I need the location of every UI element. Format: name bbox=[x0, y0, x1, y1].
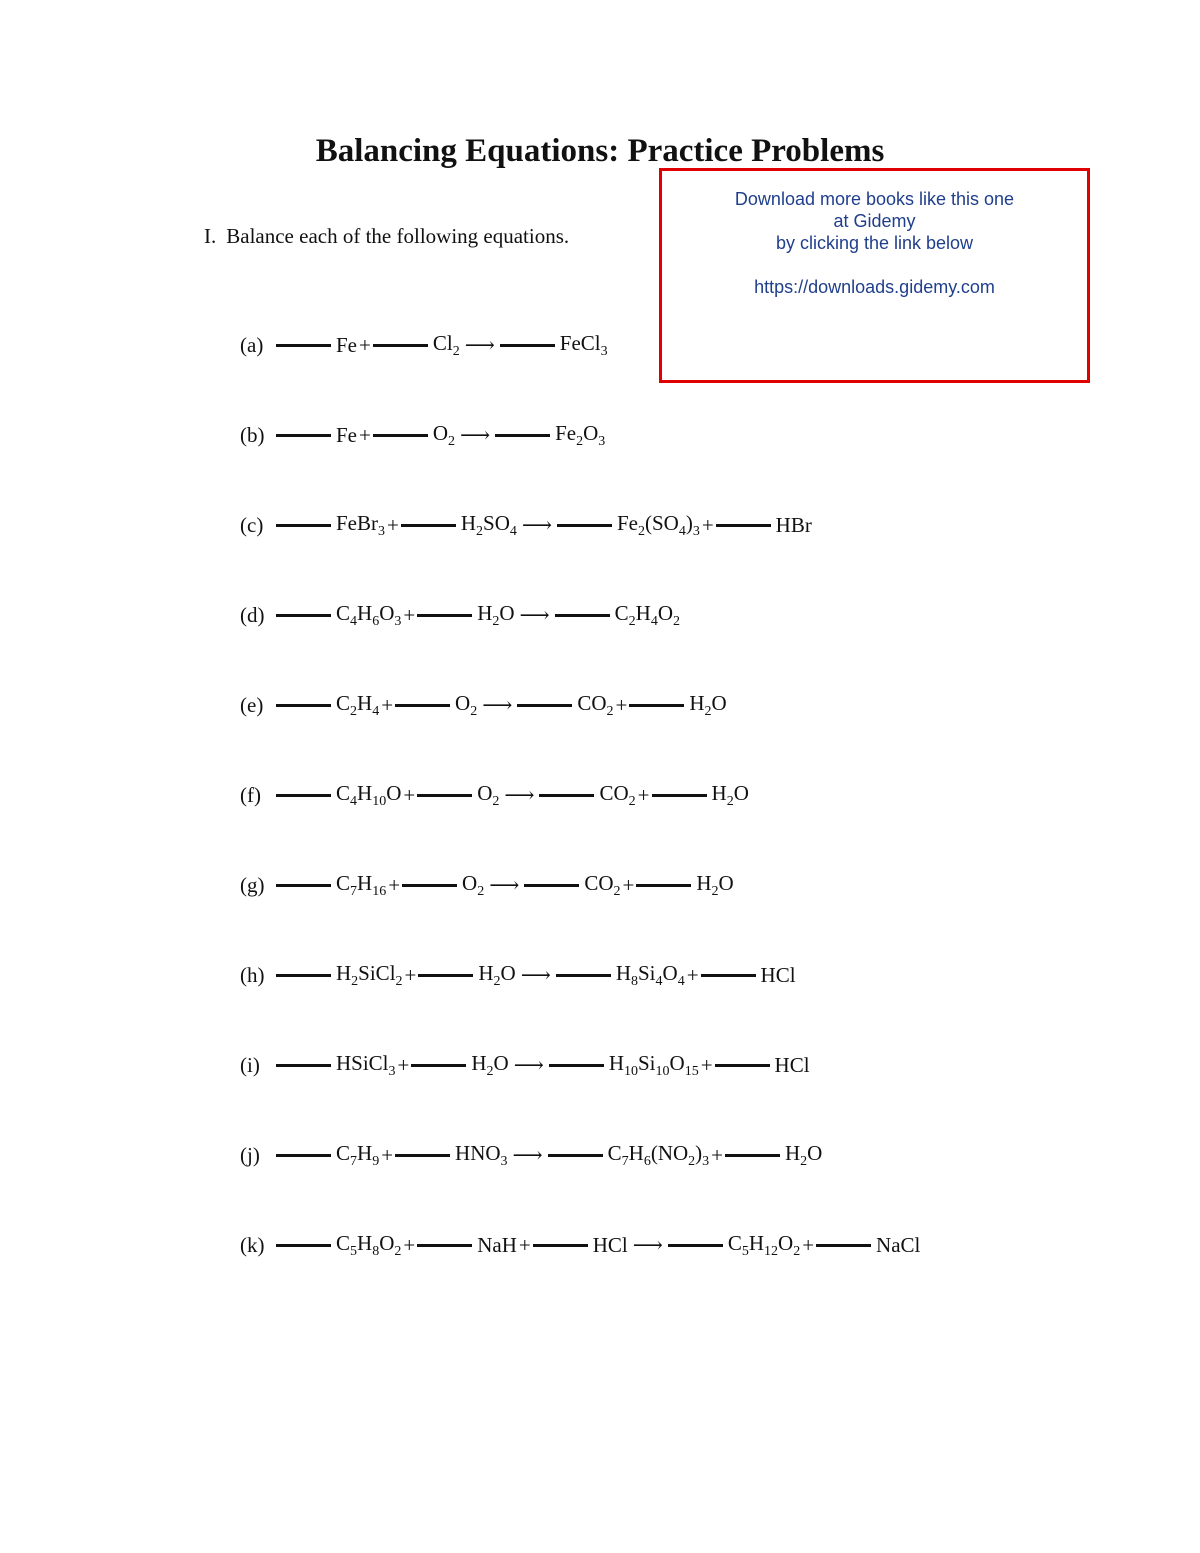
formula-subscript: 6 bbox=[372, 613, 380, 629]
coefficient-blank[interactable] bbox=[533, 1244, 588, 1247]
formula-text: NaCl bbox=[876, 1232, 921, 1257]
coefficient-blank[interactable] bbox=[548, 1154, 603, 1157]
reaction-arrow: ⟶ bbox=[460, 422, 491, 447]
problem-label: (h) bbox=[240, 962, 265, 987]
formula-subscript: 2 bbox=[704, 703, 712, 719]
formula-text: HCl bbox=[774, 1052, 810, 1077]
formula-subscript: 10 bbox=[655, 1063, 670, 1079]
formula-text: HNO bbox=[455, 1140, 501, 1165]
instruction-number: I. bbox=[204, 224, 217, 248]
formula-text: SO bbox=[483, 510, 510, 535]
chemical-formula bbox=[761, 963, 796, 988]
problem-label: (d) bbox=[240, 602, 265, 627]
formula-text: H bbox=[696, 870, 712, 895]
formula-text: ) bbox=[695, 1140, 703, 1165]
chemical-formula bbox=[608, 1141, 710, 1170]
formula-subscript: 2 bbox=[628, 793, 636, 809]
coefficient-blank[interactable] bbox=[395, 1154, 450, 1157]
coefficient-blank[interactable] bbox=[549, 1064, 604, 1067]
formula-subscript: 4 bbox=[509, 523, 517, 539]
reaction-arrow: ⟶ bbox=[504, 782, 535, 807]
chemical-formula bbox=[560, 331, 608, 360]
chemical-formula bbox=[616, 961, 685, 990]
formula-subscript: 16 bbox=[372, 883, 387, 899]
coefficient-blank[interactable] bbox=[668, 1244, 723, 1247]
formula-text: O bbox=[493, 1050, 509, 1075]
formula-text: O bbox=[669, 1050, 685, 1075]
formula-text: (NO bbox=[650, 1140, 689, 1165]
chemical-formula bbox=[336, 333, 357, 358]
formula-text: H bbox=[628, 1140, 644, 1165]
instruction bbox=[204, 224, 569, 249]
coefficient-blank[interactable] bbox=[276, 1244, 331, 1247]
chemical-formula bbox=[584, 871, 620, 900]
problem-row bbox=[240, 775, 749, 815]
chemical-formula bbox=[433, 421, 455, 450]
formula-subscript: 12 bbox=[764, 1243, 779, 1259]
formula-text: HCl bbox=[592, 1232, 628, 1257]
coefficient-blank[interactable] bbox=[276, 614, 331, 617]
coefficient-blank[interactable] bbox=[276, 1064, 331, 1067]
formula-subscript: 2 bbox=[452, 343, 460, 359]
chemical-formula bbox=[689, 691, 726, 720]
coefficient-blank[interactable] bbox=[402, 884, 457, 887]
formula-text: C bbox=[336, 870, 351, 895]
formula-text: O bbox=[733, 780, 749, 805]
formula-text: CO bbox=[577, 690, 607, 715]
formula-text: O bbox=[807, 1140, 823, 1165]
formula-subscript: 7 bbox=[621, 1153, 629, 1169]
coefficient-blank[interactable] bbox=[524, 884, 579, 887]
coefficient-blank[interactable] bbox=[276, 524, 331, 527]
formula-subscript: 2 bbox=[711, 883, 719, 899]
formula-text: Cl bbox=[432, 330, 453, 355]
problem-label: (b) bbox=[240, 422, 265, 447]
reaction-arrow: ⟶ bbox=[521, 512, 552, 537]
formula-subscript: 4 bbox=[350, 793, 358, 809]
plus-sign: + bbox=[622, 872, 635, 897]
chemical-formula bbox=[593, 1233, 628, 1258]
formula-text: C bbox=[336, 780, 351, 805]
formula-text: H bbox=[711, 780, 727, 805]
formula-text: O bbox=[662, 960, 678, 985]
formula-text: C bbox=[336, 1230, 351, 1255]
coefficient-blank[interactable] bbox=[395, 704, 450, 707]
formula-subscript: 2 bbox=[492, 793, 500, 809]
reaction-arrow: ⟶ bbox=[489, 872, 520, 897]
promo-download-link[interactable]: https://downloads.gidemy.com bbox=[754, 277, 995, 297]
coefficient-blank[interactable] bbox=[517, 704, 572, 707]
formula-text: O bbox=[379, 600, 395, 625]
coefficient-blank[interactable] bbox=[725, 1154, 780, 1157]
chemical-formula bbox=[462, 871, 484, 900]
plus-sign: + bbox=[711, 1142, 723, 1167]
chemical-formula bbox=[609, 1051, 699, 1080]
formula-subscript: 3 bbox=[500, 1153, 508, 1169]
formula-text: H bbox=[477, 600, 493, 625]
chemical-formula bbox=[775, 1053, 810, 1078]
formula-text: NaH bbox=[477, 1232, 517, 1257]
plus-sign: + bbox=[388, 872, 401, 897]
chemical-formula bbox=[599, 781, 635, 810]
chemical-formula bbox=[336, 423, 357, 448]
plus-sign: + bbox=[686, 962, 699, 987]
formula-text: H bbox=[357, 1230, 373, 1255]
formula-subscript: 5 bbox=[741, 1243, 749, 1259]
reaction-arrow: ⟶ bbox=[512, 1142, 543, 1167]
plus-sign: + bbox=[387, 512, 399, 537]
formula-subscript: 2 bbox=[576, 433, 584, 449]
chemical-formula bbox=[336, 601, 401, 630]
formula-text: H bbox=[357, 600, 373, 625]
formula-text: C bbox=[607, 1140, 622, 1165]
formula-text: Fe bbox=[336, 332, 357, 357]
coefficient-blank[interactable] bbox=[418, 974, 473, 977]
chemical-formula bbox=[776, 513, 812, 538]
plus-sign: + bbox=[700, 1052, 713, 1077]
formula-subscript: 3 bbox=[600, 343, 608, 359]
formula-subscript: 8 bbox=[631, 973, 638, 989]
formula-text: FeCl bbox=[559, 330, 601, 355]
formula-subscript: 2 bbox=[793, 1243, 801, 1259]
formula-subscript: 4 bbox=[655, 973, 663, 989]
formula-text: HCl bbox=[760, 962, 796, 987]
problem-label: (k) bbox=[240, 1232, 265, 1257]
problem-row bbox=[240, 955, 796, 995]
plus-sign: + bbox=[637, 782, 650, 807]
chemical-formula bbox=[785, 1141, 822, 1170]
formula-subscript: 2 bbox=[800, 1153, 808, 1169]
plus-sign: + bbox=[701, 512, 714, 537]
plus-sign: + bbox=[518, 1232, 531, 1257]
formula-text: H bbox=[357, 1140, 373, 1165]
reaction-arrow: ⟶ bbox=[632, 1232, 663, 1257]
promo-line-2: at Gidemy bbox=[833, 211, 916, 231]
formula-subscript: 3 bbox=[598, 433, 606, 449]
page-title: Balancing Equations: Practice Problems bbox=[315, 133, 885, 169]
formula-subscript: 2 bbox=[394, 1243, 402, 1259]
chemical-formula bbox=[336, 511, 385, 540]
coefficient-blank[interactable] bbox=[276, 344, 331, 347]
formula-subscript: 4 bbox=[350, 613, 358, 629]
promo-box bbox=[659, 168, 1090, 383]
formula-subscript: 3 bbox=[692, 523, 700, 539]
formula-subscript: 2 bbox=[477, 883, 485, 899]
formula-subscript: 2 bbox=[476, 523, 484, 539]
formula-text: O bbox=[432, 420, 449, 445]
coefficient-blank[interactable] bbox=[701, 974, 756, 977]
formula-text: O bbox=[455, 690, 471, 715]
coefficient-blank[interactable] bbox=[276, 704, 331, 707]
coefficient-blank[interactable] bbox=[636, 884, 691, 887]
coefficient-blank[interactable] bbox=[411, 1064, 466, 1067]
plus-sign: + bbox=[381, 1142, 394, 1167]
formula-subscript: 2 bbox=[492, 613, 500, 629]
chemical-formula bbox=[336, 781, 401, 810]
problem-label: (g) bbox=[240, 872, 265, 897]
reaction-arrow: ⟶ bbox=[513, 1052, 544, 1077]
formula-subscript: 2 bbox=[493, 973, 501, 989]
problem-row bbox=[240, 865, 734, 905]
plus-sign: + bbox=[403, 1232, 416, 1257]
formula-text: H bbox=[460, 510, 477, 535]
coefficient-blank[interactable] bbox=[629, 704, 684, 707]
coefficient-blank[interactable] bbox=[652, 794, 707, 797]
formula-text: O bbox=[778, 1230, 794, 1255]
coefficient-blank[interactable] bbox=[373, 434, 428, 437]
coefficient-blank[interactable] bbox=[539, 794, 594, 797]
chemical-formula bbox=[461, 511, 517, 540]
formula-text: (SO bbox=[644, 510, 679, 535]
problem-row bbox=[240, 415, 605, 455]
coefficient-blank[interactable] bbox=[276, 974, 331, 977]
reaction-arrow: ⟶ bbox=[464, 332, 495, 357]
formula-subscript: 2 bbox=[606, 703, 614, 719]
coefficient-blank[interactable] bbox=[417, 614, 472, 617]
formula-subscript: 4 bbox=[372, 703, 380, 719]
formula-text: O bbox=[718, 870, 734, 895]
formula-subscript: 5 bbox=[350, 1243, 358, 1259]
reaction-arrow: ⟶ bbox=[520, 962, 551, 987]
problem-row bbox=[240, 505, 812, 545]
formula-subscript: 10 bbox=[372, 793, 387, 809]
plus-sign: + bbox=[359, 332, 371, 357]
coefficient-blank[interactable] bbox=[373, 344, 428, 347]
problem-row bbox=[240, 685, 727, 725]
chemical-formula bbox=[478, 961, 515, 990]
formula-subscript: 2 bbox=[673, 613, 681, 629]
chemical-formula bbox=[712, 781, 749, 810]
formula-subscript: 7 bbox=[350, 883, 358, 899]
formula-subscript: 2 bbox=[448, 433, 456, 449]
formula-text: H bbox=[336, 960, 352, 985]
formula-text: Si bbox=[638, 1050, 656, 1075]
formula-text: C bbox=[614, 600, 629, 625]
formula-subscript: 4 bbox=[677, 973, 685, 989]
formula-subscript: 3 bbox=[394, 613, 402, 629]
formula-text: H bbox=[357, 690, 373, 715]
reaction-arrow: ⟶ bbox=[482, 692, 513, 717]
plus-sign: + bbox=[802, 1232, 815, 1257]
coefficient-blank[interactable] bbox=[417, 794, 472, 797]
plus-sign: + bbox=[404, 962, 417, 987]
coefficient-blank[interactable] bbox=[716, 524, 771, 527]
plus-sign: + bbox=[397, 1052, 410, 1077]
formula-text: H bbox=[478, 960, 494, 985]
formula-text: O bbox=[379, 1230, 395, 1255]
chemical-formula bbox=[615, 601, 680, 630]
formula-subscript: 2 bbox=[726, 793, 734, 809]
plus-sign: + bbox=[403, 602, 416, 627]
formula-subscript: 2 bbox=[628, 613, 636, 629]
formula-subscript: 8 bbox=[372, 1243, 380, 1259]
instruction-text: Balance each of the following equations. bbox=[226, 224, 570, 248]
coefficient-blank[interactable] bbox=[500, 344, 555, 347]
formula-text: SiCl bbox=[358, 960, 396, 985]
chemical-formula bbox=[336, 1231, 401, 1260]
chemical-formula bbox=[336, 1051, 396, 1080]
formula-text: HSiCl bbox=[336, 1050, 389, 1075]
problem-label: (a) bbox=[240, 332, 264, 357]
plus-sign: + bbox=[403, 782, 416, 807]
chemical-formula bbox=[477, 601, 514, 630]
chemical-formula bbox=[728, 1231, 800, 1260]
coefficient-blank[interactable] bbox=[401, 524, 456, 527]
chemical-formula bbox=[696, 871, 733, 900]
problem-label: (e) bbox=[240, 692, 264, 717]
formula-subscript: 2 bbox=[613, 883, 621, 899]
formula-text: CO bbox=[599, 780, 629, 805]
formula-subscript: 15 bbox=[684, 1063, 699, 1079]
coefficient-blank[interactable] bbox=[816, 1244, 871, 1247]
plus-sign: + bbox=[359, 422, 371, 447]
chemical-formula bbox=[555, 421, 605, 450]
problem-row bbox=[240, 1045, 810, 1085]
formula-subscript: 2 bbox=[688, 1153, 696, 1169]
formula-subscript: 7 bbox=[350, 1153, 358, 1169]
formula-subscript: 3 bbox=[388, 1063, 396, 1079]
chemical-formula bbox=[876, 1233, 920, 1258]
reaction-arrow: ⟶ bbox=[519, 602, 550, 627]
formula-text: O bbox=[500, 960, 516, 985]
formula-text: ) bbox=[685, 510, 693, 535]
formula-subscript: 3 bbox=[378, 523, 385, 539]
chemical-formula bbox=[336, 691, 379, 720]
chemical-formula bbox=[617, 511, 700, 540]
problem-row bbox=[240, 1135, 822, 1175]
formula-text: O bbox=[657, 600, 674, 625]
formula-text: H bbox=[608, 1050, 624, 1075]
chemical-formula bbox=[455, 691, 477, 720]
formula-text: HBr bbox=[775, 512, 812, 537]
formula-subscript: 2 bbox=[470, 703, 478, 719]
chemical-formula bbox=[477, 781, 499, 810]
formula-text: O bbox=[386, 780, 402, 805]
chemical-formula bbox=[477, 1233, 517, 1258]
formula-text: Fe bbox=[336, 422, 357, 447]
chemical-formula bbox=[455, 1141, 508, 1170]
formula-text: Fe bbox=[616, 510, 638, 535]
formula-subscript: 6 bbox=[643, 1153, 651, 1169]
formula-text: H bbox=[748, 1230, 765, 1255]
formula-text: Fe bbox=[555, 420, 577, 445]
coefficient-blank[interactable] bbox=[276, 794, 331, 797]
coefficient-blank[interactable] bbox=[276, 884, 331, 887]
formula-subscript: 2 bbox=[395, 973, 403, 989]
formula-text: C bbox=[336, 690, 351, 715]
chemical-formula bbox=[471, 1051, 508, 1080]
coefficient-blank[interactable] bbox=[417, 1244, 472, 1247]
coefficient-blank[interactable] bbox=[276, 1154, 331, 1157]
chemical-formula bbox=[336, 1141, 379, 1170]
formula-subscript: 4 bbox=[678, 523, 686, 539]
formula-text: H bbox=[357, 780, 373, 805]
formula-text: O bbox=[711, 690, 727, 715]
formula-text: H bbox=[615, 960, 631, 985]
coefficient-blank[interactable] bbox=[495, 434, 550, 437]
problem-label: (c) bbox=[240, 512, 264, 537]
plus-sign: + bbox=[615, 692, 628, 717]
problem-row bbox=[240, 595, 680, 635]
formula-text: C bbox=[727, 1230, 742, 1255]
formula-subscript: 9 bbox=[372, 1153, 380, 1169]
problem-label: (f) bbox=[240, 782, 261, 807]
formula-text: CO bbox=[584, 870, 614, 895]
formula-subscript: 4 bbox=[650, 613, 658, 629]
problem-row bbox=[240, 325, 608, 365]
chemical-formula bbox=[336, 961, 403, 990]
formula-text: FeBr bbox=[336, 510, 378, 535]
formula-text: O bbox=[499, 600, 515, 625]
formula-text: C bbox=[336, 600, 351, 625]
formula-subscript: 2 bbox=[350, 703, 358, 719]
formula-text: O bbox=[477, 780, 493, 805]
formula-text: H bbox=[471, 1050, 487, 1075]
formula-text: H bbox=[357, 870, 373, 895]
formula-text: O bbox=[583, 420, 599, 445]
coefficient-blank[interactable] bbox=[555, 614, 610, 617]
problem-label: (j) bbox=[240, 1142, 260, 1167]
problem-row bbox=[240, 1225, 920, 1265]
formula-text: H bbox=[635, 600, 651, 625]
formula-subscript: 2 bbox=[351, 973, 359, 989]
promo-line-1: Download more books like this one bbox=[734, 189, 1015, 209]
promo-line-3: by clicking the link below bbox=[775, 233, 974, 253]
plus-sign: + bbox=[381, 692, 394, 717]
formula-text: C bbox=[336, 1140, 351, 1165]
chemical-formula bbox=[336, 871, 386, 900]
formula-text: Si bbox=[638, 960, 656, 985]
chemical-formula bbox=[577, 691, 613, 720]
formula-subscript: 3 bbox=[702, 1153, 710, 1169]
formula-text: H bbox=[785, 1140, 801, 1165]
coefficient-blank[interactable] bbox=[715, 1064, 770, 1067]
problem-label: (i) bbox=[240, 1052, 260, 1077]
formula-subscript: 2 bbox=[637, 523, 645, 539]
coefficient-blank[interactable] bbox=[557, 524, 612, 527]
formula-subscript: 10 bbox=[624, 1063, 638, 1079]
formula-text: H bbox=[689, 690, 705, 715]
coefficient-blank[interactable] bbox=[276, 434, 331, 437]
formula-subscript: 2 bbox=[486, 1063, 494, 1079]
formula-text: O bbox=[462, 870, 478, 895]
chemical-formula bbox=[433, 331, 460, 360]
coefficient-blank[interactable] bbox=[556, 974, 611, 977]
